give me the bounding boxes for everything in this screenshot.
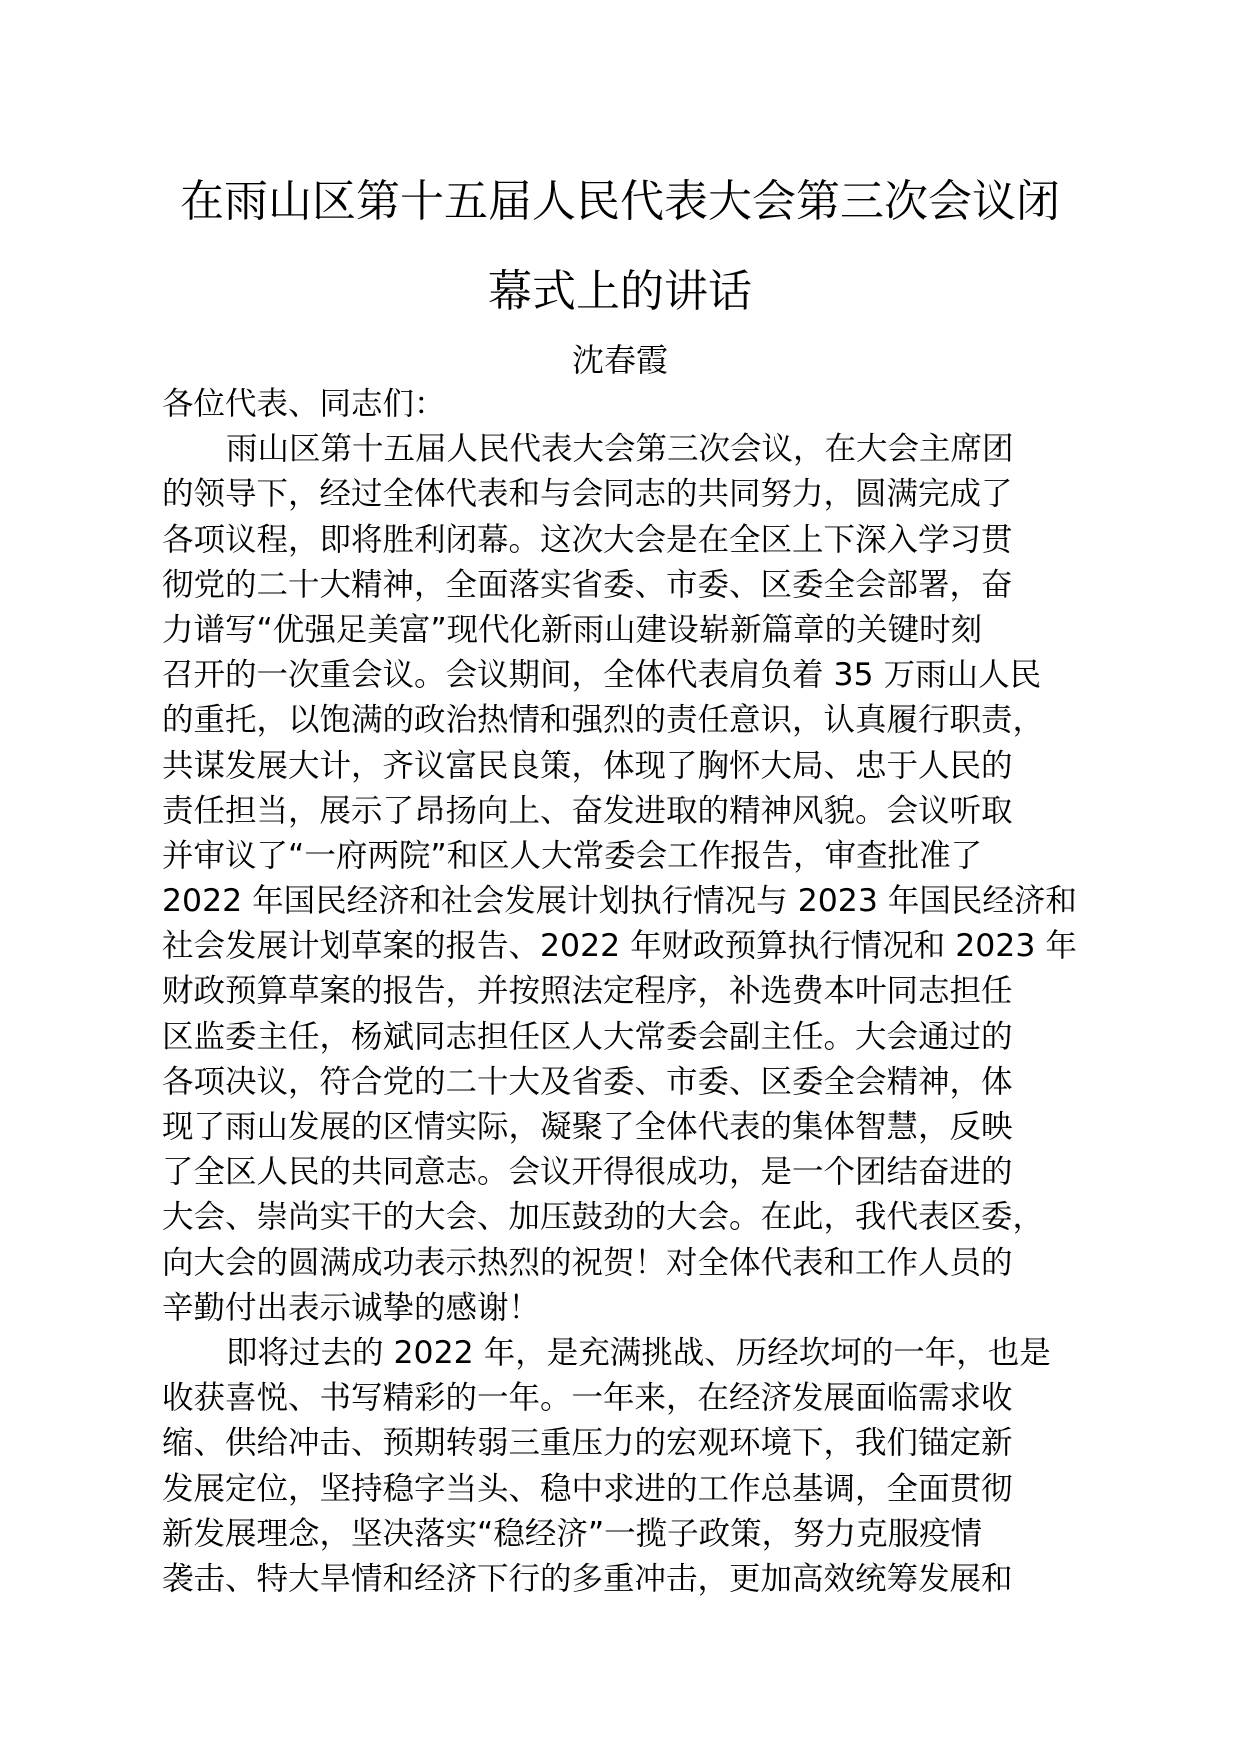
paragraph-line: 缩、供给冲击、预期转弱三重压力的宏观环境下，我们锚定新 xyxy=(162,1425,1013,1462)
salutation: 各位代表、同志们： xyxy=(162,386,446,422)
paragraph-line: 共谋发展大计，齐议富民良策，体现了胸怀大局、忠于人民的 xyxy=(162,747,1013,784)
paragraph-line: 即将过去的 2022 年，是充满挑战、历经坎坷的一年，也是 xyxy=(226,1334,1051,1371)
paragraph-line: 彻党的二十大精神，全面落实省委、市委、区委全会部署，奋 xyxy=(162,566,1013,603)
author-name: 沈春霞 xyxy=(571,341,668,379)
paragraph-line: 2022 年国民经济和社会发展计划执行情况与 2023 年国民经济和 xyxy=(162,883,1077,920)
speech-body xyxy=(162,382,1092,1602)
paragraph-line: 力谱写“优强足美富”现代化新雨山建设崭新篇章的关键时刻 xyxy=(162,611,983,648)
paragraph-line: 各项议程，即将胜利闭幕。这次大会是在全区上下深入学习贯 xyxy=(162,521,1013,558)
paragraph-line: 发展定位，坚持稳字当头、稳中求进的工作总基调，全面贯彻 xyxy=(162,1470,1013,1507)
paragraph-line: 向大会的圆满成功表示热烈的祝贺！对全体代表和工作人员的 xyxy=(162,1244,1013,1281)
paragraph-line: 雨山区第十五届人民代表大会第三次会议，在大会主席团 xyxy=(226,431,1014,468)
paragraph-line: 了全区人民的共同意志。会议开得很成功，是一个团结奋进的 xyxy=(162,1154,1013,1191)
document-title-line-1: 在雨山区第十五届人民代表大会第三次会议闭 xyxy=(180,176,1060,227)
paragraph-line: 收获喜悦、书写精彩的一年。一年来，在经济发展面临需求收 xyxy=(162,1380,1013,1417)
paragraph-line: 并审议了“一府两院”和区人大常委会工作报告，审查批准了 xyxy=(162,837,983,874)
paragraph-line: 各项决议，符合党的二十大及省委、市委、区委全会精神，体 xyxy=(162,1063,1013,1100)
paragraph-line: 现了雨山发展的区情实际，凝聚了全体代表的集体智慧，反映 xyxy=(162,1109,1013,1145)
paragraph-line: 的重托，以饱满的政治热情和强烈的责任意识，认真履行职责， xyxy=(162,702,1045,739)
paragraph-line: 社会发展计划草案的报告、2022 年财政预算执行情况和 2023 年 xyxy=(162,928,1077,965)
paragraph-line: 责任担当，展示了昂扬向上、奋发进取的精神风貌。会议听取 xyxy=(162,792,1013,829)
paragraph-line: 大会、崇尚实干的大会、加压鼓劲的大会。在此，我代表区委， xyxy=(162,1199,1045,1236)
paragraph-line: 的领导下，经过全体代表和与会同志的共同努力，圆满完成了 xyxy=(162,476,1013,513)
document-title-line-2: 幕式上的讲话 xyxy=(488,266,752,317)
paragraph-line: 新发展理念，坚决落实“稳经济”一揽子政策，努力克服疫情 xyxy=(162,1515,983,1552)
paragraph-line: 区监委主任，杨斌同志担任区人大常委会副主任。大会通过的 xyxy=(162,1018,1013,1055)
paragraph-line: 召开的一次重会议。会议期间，全体代表肩负着 35 万雨山人民 xyxy=(162,657,1042,694)
paragraph-line: 辛勤付出表示诚挚的感谢！ xyxy=(162,1289,541,1326)
paragraph-line: 袭击、特大旱情和经济下行的多重冲击，更加高效统筹发展和 xyxy=(162,1560,1013,1597)
paragraph-line: 财政预算草案的报告，并按照法定程序，补选费本叶同志担任 xyxy=(162,973,1013,1010)
